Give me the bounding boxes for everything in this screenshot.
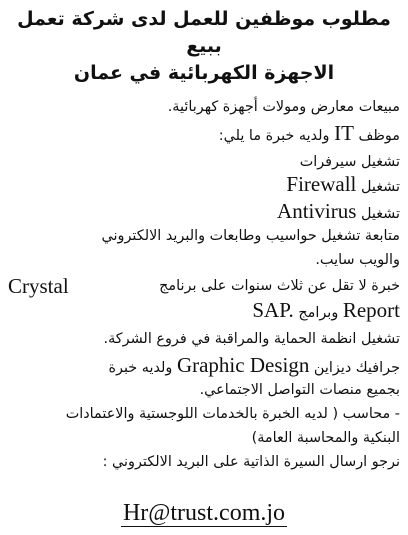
firewall-prefix: تشغيل [360,179,400,195]
headline-line-2: الاجهزة الكهربائية في عمان [73,62,335,84]
experience-line-2 [8,298,400,325]
email-link[interactable]: Hr@trust.com.jo [122,500,286,526]
it-term: IT [334,121,354,145]
send-cv-line: نرجو ارسال السيرة الذاتية على البريد الالكتروني : [102,454,400,470]
design-term: Graphic Design [176,353,310,377]
intro-line: مبيعات معارض ومولات أجهزة كهربائية. [167,99,400,115]
antivirus-term: Antivirus [277,199,357,223]
social-media-line: بجميع منصات التواصل الاجتماعي. [199,382,400,398]
experience-term-crystal: Crystal [8,274,69,298]
experience-prefix: خبرة لا تقل عن ثلاث سنوات على برنامج [159,278,400,294]
headline-line-1: مطلوب موظفين للعمل لدى شركة تعمل ببيع [17,8,391,57]
it-employee-line [8,121,400,148]
accountant-line-2: البنكية والمحاسبة العامة) [251,430,400,446]
it-label-prefix: موظف [358,128,400,144]
it-label-suffix: ولديه خبرة ما يلي: [218,128,330,144]
antivirus-prefix: تشغيل [360,206,400,222]
firewall-term: Firewall [286,172,357,196]
design-line [8,353,400,380]
experience-term-report: Report [342,298,400,322]
followup-line-1: متابعة تشغيل حواسيب وطابعات والبريد الالكتروني [101,228,400,244]
experience-term-sap: SAP. [252,298,294,322]
firewall-line [8,172,400,199]
email-row [8,499,400,527]
design-suffix: ولديه خبرة [108,360,173,376]
servers-line: تشغيل سيرفرات [299,154,400,170]
antivirus-line [8,199,400,226]
accountant-line-1: - محاسب ( لديه الخبرة بالخدمات اللوجستية والاعتمادات [65,406,400,422]
followup-line-2: والويب سايب. [315,252,400,268]
experience-line-1 [8,274,400,298]
design-prefix: جرافيك ديزاين [313,360,400,376]
experience-and-programs: وبرامج [298,305,339,321]
security-line: تشغيل انظمة الحماية والمراقبة في فروع الشركة. [103,331,400,347]
